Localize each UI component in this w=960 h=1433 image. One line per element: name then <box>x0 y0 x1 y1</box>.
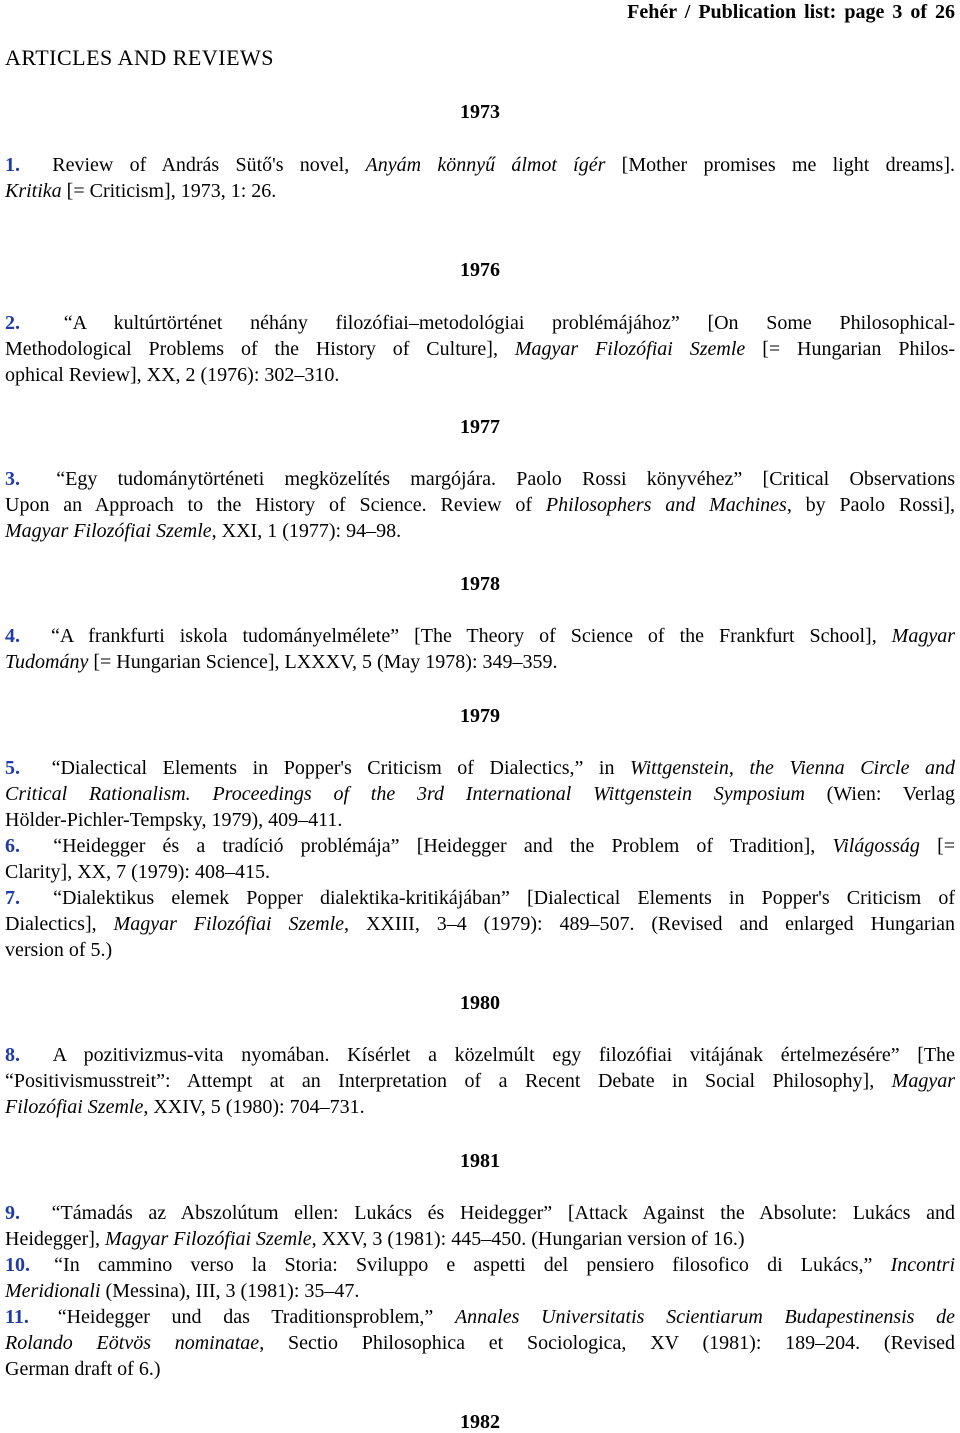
entry-number: 4. <box>5 625 20 647</box>
entry-line <box>5 336 955 362</box>
publication-entry <box>5 152 955 204</box>
year-heading: 1977 <box>460 416 500 438</box>
publication-entry <box>5 755 955 833</box>
italic-title-text: Magyar <box>891 1070 955 1092</box>
entry-line <box>5 781 955 807</box>
italic-title-text: Kritika <box>5 180 62 202</box>
entry-line <box>5 1304 955 1330</box>
italic-title-text: Critical Rationalism. Proceedings of the 3rd International Wittgenstein Symposium <box>5 783 805 805</box>
entry-line <box>5 911 955 937</box>
citation-text: Clarity], XX, 7 (1979): 408–415. <box>5 861 270 883</box>
entry-line <box>5 152 955 178</box>
citation-text: A pozitivizmus-vita nyomában. Kísérlet a közelmúlt egy filozófiai vitájának értelmezésére” [The <box>52 1044 955 1066</box>
citation-text: Heidegger], <box>5 1228 105 1250</box>
citation-text: German draft of 6.) <box>5 1358 161 1380</box>
entry-line <box>5 755 955 781</box>
citation-text: , XXI, 1 (1977): 94–98. <box>211 520 402 542</box>
entry-line <box>5 1042 955 1068</box>
entry-line <box>5 859 955 885</box>
entry-line <box>5 1330 955 1356</box>
citation-text: Upon an Approach to the History of Science. Review of <box>5 494 546 516</box>
entry-number: 5. <box>5 757 20 779</box>
entry-line <box>5 623 955 649</box>
section-title: ARTICLES AND REVIEWS <box>5 45 275 70</box>
entry-number: 8. <box>5 1044 20 1066</box>
citation-text: , XXIV, 5 (1980): 704–731. <box>143 1096 365 1118</box>
entry-line <box>5 833 955 859</box>
citation-text: version of 5.) <box>5 939 113 961</box>
publication-entry <box>5 1200 955 1252</box>
publication-entry <box>5 623 955 675</box>
italic-title-text: Anyám könnyű álmot ígér <box>365 154 606 176</box>
italic-title-text: Magyar Filozófiai Szemle <box>113 913 345 935</box>
italic-title-text: Meridionali <box>5 1280 101 1302</box>
year-heading: 1976 <box>460 259 500 281</box>
running-header: Fehér / Publication list: page 3 of 26 <box>627 1 955 23</box>
italic-title-text: Filozófiai Szemle <box>5 1096 144 1118</box>
citation-text: “Heidegger és a tradíció problémája” [Heidegger and the Problem of Tradition], <box>53 835 833 857</box>
citation-text: [= <box>919 835 955 857</box>
citation-text: Dialectics], <box>5 913 114 935</box>
publication-entry <box>5 310 955 388</box>
entry-line <box>5 885 955 911</box>
entry-number: 6. <box>5 835 20 857</box>
entry-number: 10. <box>5 1254 30 1276</box>
citation-text: [= Criticism], 1973, 1: 26. <box>61 180 277 202</box>
publication-entry <box>5 833 955 885</box>
citation-text: [= Hungarian Science], LXXXV, 5 (May 1978): 349–359. <box>88 651 558 673</box>
citation-text: , by Paolo Rossi], <box>786 494 955 516</box>
entry-number: 9. <box>5 1202 20 1224</box>
italic-title-text: Rolando Eötvös nominatae <box>5 1332 260 1354</box>
citation-text: “Dialektikus elemek Popper dialektika-kritikájában” [Dialectical Elements in Popper's Criticism of <box>53 887 955 909</box>
entry-line <box>5 1200 955 1226</box>
citation-text: , Sectio Philosophica et Sociologica, XV (1981): 189–204. (Revised <box>259 1332 955 1354</box>
citation-text: “In cammino verso la Storia: Sviluppo e aspetti del pensiero filosofico di Lukács,” <box>54 1254 891 1276</box>
citation-text: [Mother promises me light dreams]. <box>605 154 955 176</box>
entry-line <box>5 1278 955 1304</box>
year-heading: 1981 <box>460 1150 500 1172</box>
entry-line <box>5 1226 955 1252</box>
italic-title-text: Tudomány <box>5 651 89 673</box>
publication-entry <box>5 1304 955 1382</box>
italic-title-text: Világosság <box>832 835 920 857</box>
citation-text: (Wien: Verlag <box>804 783 955 805</box>
italic-title-text: Magyar Filozófiai Szemle <box>514 338 746 360</box>
italic-title-text: Wittgenstein, the Vienna Circle and <box>630 757 955 779</box>
publication-entry <box>5 1042 955 1120</box>
entry-line <box>5 362 955 388</box>
italic-title-text: Magyar Filozófiai Szemle <box>104 1228 312 1250</box>
entry-number: 2. <box>5 312 20 334</box>
entry-number: 7. <box>5 887 20 909</box>
italic-title-text: Magyar <box>891 625 955 647</box>
citation-text: Review of András Sütő's novel, <box>52 154 366 176</box>
entry-line <box>5 492 955 518</box>
citation-text: “Támadás az Abszolútum ellen: Lukács és Heidegger” [Attack Against the Absolute: Lukács and <box>51 1202 955 1224</box>
citation-text: Hölder-Pichler-Tempsky, 1979), 409–411. <box>5 809 343 831</box>
citation-text: ophical Review], XX, 2 (1976): 302–310. <box>5 364 340 386</box>
year-heading: 1978 <box>460 573 500 595</box>
citation-text: [= Hungarian Philos- <box>745 338 955 360</box>
entry-line <box>5 649 955 675</box>
citation-text: , XXIII, 3–4 (1979): 489–507. (Revised and enlarged Hungarian <box>344 913 955 935</box>
entry-line <box>5 178 955 204</box>
citation-text: “Dialectical Elements in Popper's Criticism of Dialectics,” in <box>51 757 631 779</box>
entry-line <box>5 1356 955 1382</box>
citation-text: Methodological Problems of the History of Culture], <box>5 338 515 360</box>
entry-line <box>5 807 955 833</box>
year-heading: 1980 <box>460 992 500 1014</box>
citation-text: “Positivismusstreit”: Attempt at an Interpretation of a Recent Debate in Social Philosophy], <box>5 1070 892 1092</box>
citation-text: , XXV, 3 (1981): 445–450. (Hungarian version of 16.) <box>311 1228 745 1250</box>
year-heading: 1982 <box>460 1411 500 1433</box>
entry-line <box>5 1094 955 1120</box>
entry-line <box>5 310 955 336</box>
italic-title-text: Annales Universitatis Scientiarum Budapestinensis de <box>454 1306 955 1328</box>
entry-number: 1. <box>5 154 20 176</box>
citation-text: “A kultúrtörténet néhány filozófiai–metodológiai problémájához” [On Some Philosophical- <box>63 312 955 334</box>
publication-entry <box>5 885 955 963</box>
citation-text: (Messina), III, 3 (1981): 35–47. <box>100 1280 360 1302</box>
entry-number: 3. <box>5 468 20 490</box>
year-heading: 1979 <box>460 705 500 727</box>
italic-title-text: Incontri <box>890 1254 955 1276</box>
year-heading: 1973 <box>460 101 500 123</box>
publication-entry <box>5 466 955 544</box>
entry-line <box>5 518 955 544</box>
entry-number: 11. <box>5 1306 29 1328</box>
citation-text: “Heidegger und das Traditionsproblem,” <box>57 1306 455 1328</box>
italic-title-text: Philosophers and Machines <box>545 494 787 516</box>
entry-line <box>5 1252 955 1278</box>
citation-text: “A frankfurti iskola tudományelmélete” [The Theory of Science of the Frankfurt School], <box>50 625 892 647</box>
citation-text: “Egy tudománytörténeti megközelítés margójára. Paolo Rossi könyvéhez” [Critical Observations <box>56 468 955 490</box>
entry-line <box>5 466 955 492</box>
italic-title-text: Magyar Filozófiai Szemle <box>5 520 212 542</box>
entry-line <box>5 1068 955 1094</box>
entry-line <box>5 937 955 963</box>
publication-entry <box>5 1252 955 1304</box>
